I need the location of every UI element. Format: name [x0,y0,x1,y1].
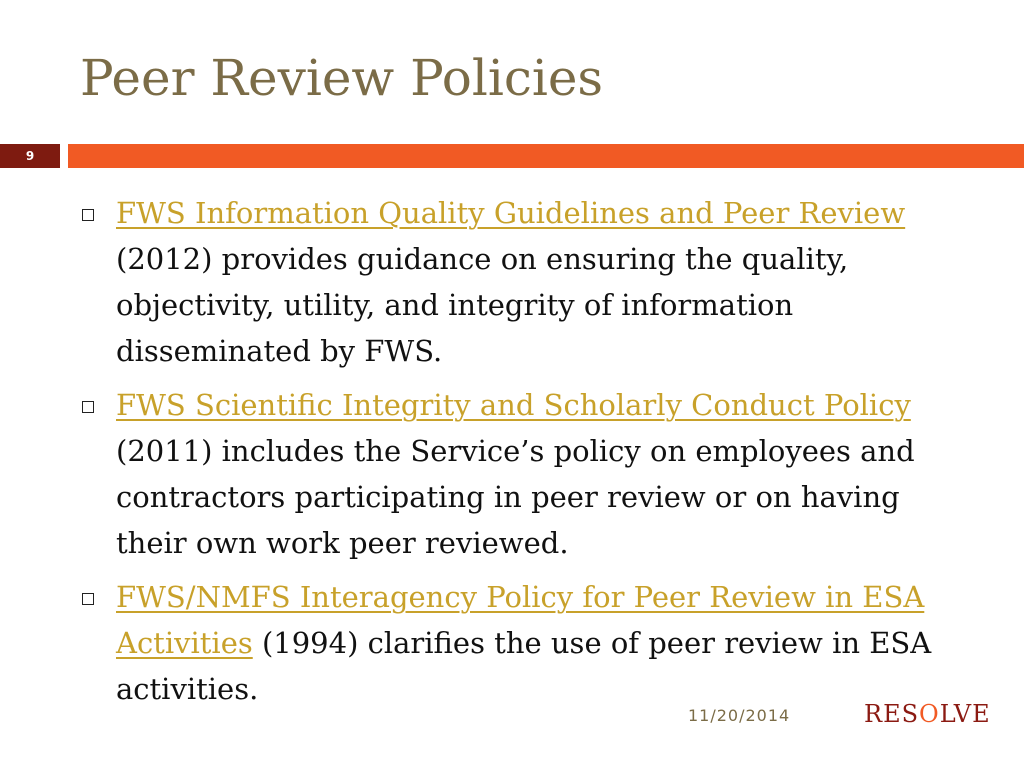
bullet-item [78,382,978,566]
accent-bar [68,144,1024,168]
bullet-description: (1994) clarifies the use of peer review in ESA activities. [116,626,932,706]
square-bullet-icon [82,401,94,413]
bullet-item [78,574,978,712]
square-bullet-icon [82,593,94,605]
square-bullet-icon [82,209,94,221]
slide-number: 9 [25,149,35,163]
bullet-description: (2011) includes the Service’s policy on employees and contractors participating in peer review or on having their own work peer reviewed. [116,434,915,560]
slide-title: Peer Review Policies [80,49,604,107]
resolve-logo [864,700,991,728]
logo-prefix: RES [864,700,920,728]
slide-date: 11/20/2014 [688,706,791,725]
fws-nmfs-interagency-policy-link[interactable]: FWS/NMFS Interagency Policy for Peer Review in ESA Activities [116,580,925,660]
logo-o-mark: O [919,700,940,728]
bullet-list [78,190,978,720]
bullet-description: (2012) provides guidance on ensuring the quality, objectivity, utility, and integrity of information disseminated by FWS. [116,242,849,368]
logo-suffix: LVE [939,700,991,728]
bullet-item [78,190,978,374]
fws-information-quality-guidelines-link[interactable]: FWS Information Quality Guidelines and Peer Review [116,196,906,230]
fws-scientific-integrity-policy-link[interactable]: FWS Scientific Integrity and Scholarly Conduct Policy [116,388,911,422]
